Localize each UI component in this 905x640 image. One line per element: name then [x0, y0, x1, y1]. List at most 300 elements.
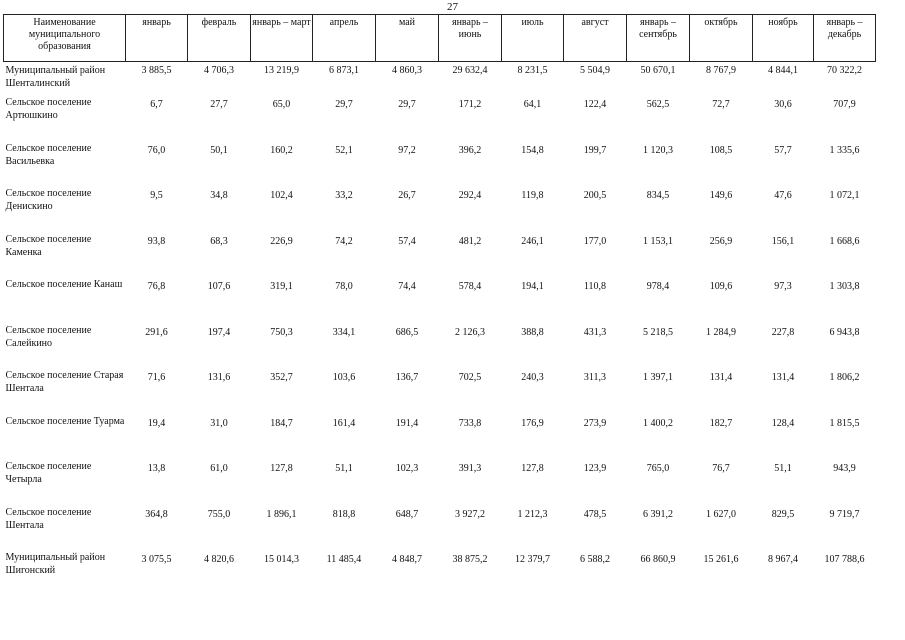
column-header: октябрь	[690, 15, 753, 62]
cell-value: 199,7	[583, 144, 607, 156]
table-cell	[627, 140, 690, 186]
cell-value: 50 670,1	[640, 65, 676, 76]
cell-value: 9,5	[150, 190, 163, 201]
municipality-name: Сельское поселение Денискино	[5, 188, 92, 212]
table-cell	[564, 276, 627, 322]
table-cell	[627, 185, 690, 231]
table-cell	[814, 413, 876, 459]
table-cell	[690, 367, 753, 413]
table-cell	[753, 94, 814, 140]
table-cell	[313, 94, 376, 140]
table-cell	[376, 413, 439, 459]
cell-value: 70 322,2	[827, 65, 862, 76]
data-table	[3, 14, 876, 595]
table-row	[4, 231, 876, 277]
cell-value: 76,0	[147, 144, 166, 156]
table-cell	[188, 413, 251, 459]
cell-value: 6 391,2	[643, 508, 673, 520]
table-cell	[690, 276, 753, 322]
table-cell	[126, 549, 188, 595]
table-cell	[126, 367, 188, 413]
table-cell	[753, 62, 814, 95]
table-cell	[313, 549, 376, 595]
cell-value: 127,8	[270, 463, 293, 474]
table-cell	[313, 367, 376, 413]
cell-value: 1 397,1	[643, 372, 673, 383]
table-cell	[313, 231, 376, 277]
cell-value: 97,3	[774, 281, 792, 292]
column-header: май	[376, 15, 439, 62]
cell-value: 107 788,6	[824, 554, 865, 565]
cell-value: 30,6	[774, 99, 792, 110]
cell-value: 478,5	[583, 508, 607, 520]
table-cell	[690, 322, 753, 368]
table-cell	[313, 140, 376, 186]
column-header: январь – декабрь	[814, 15, 876, 62]
column-header: июль	[502, 15, 564, 62]
table-row	[4, 140, 876, 186]
table-cell	[753, 367, 814, 413]
cell-value: 686,5	[395, 326, 419, 338]
table-cell	[564, 458, 627, 504]
cell-value: 8 767,9	[706, 65, 736, 76]
table-row	[4, 185, 876, 231]
table-cell	[439, 322, 502, 368]
table-cell	[439, 458, 502, 504]
cell-value: 176,9	[521, 417, 544, 429]
cell-value: 29,7	[398, 99, 416, 110]
cell-value: 47,6	[774, 190, 792, 201]
municipality-name: Сельское поселение Четырла	[5, 461, 92, 485]
table-cell	[251, 276, 313, 322]
cell-value: 61,0	[210, 463, 228, 474]
municipality-name: Сельское поселение Каменка	[5, 233, 92, 258]
table-cell	[564, 94, 627, 140]
table-row	[4, 276, 876, 322]
table-cell	[564, 62, 627, 95]
cell-value: 156,1	[771, 235, 795, 247]
table-cell	[251, 504, 313, 550]
cell-value: 4 860,3	[392, 65, 422, 76]
table-cell	[502, 413, 564, 459]
cell-value: 74,2	[335, 235, 353, 247]
cell-value: 1 120,3	[643, 144, 673, 156]
table-cell	[502, 62, 564, 95]
table-cell	[814, 140, 876, 186]
cell-value: 97,2	[398, 144, 416, 156]
cell-value: 1 212,3	[517, 508, 548, 520]
table-cell	[313, 413, 376, 459]
table-cell	[126, 185, 188, 231]
cell-value: 171,2	[458, 99, 482, 110]
table-cell	[251, 140, 313, 186]
table-cell	[564, 549, 627, 595]
table-cell	[188, 140, 251, 186]
cell-value: 107,6	[207, 281, 231, 292]
cell-value: 68,3	[210, 235, 228, 247]
table-cell	[564, 413, 627, 459]
cell-value: 4 820,6	[204, 554, 234, 565]
column-header: январь – сентябрь	[627, 15, 690, 62]
cell-value: 3 075,5	[141, 554, 172, 565]
municipality-name: Сельское поселение Салейкино	[5, 324, 92, 349]
cell-value: 352,7	[270, 372, 293, 383]
column-header: февраль	[188, 15, 251, 62]
municipality-name: Сельское поселение Канаш	[5, 279, 123, 290]
cell-value: 702,5	[458, 372, 482, 383]
table-cell	[502, 549, 564, 595]
cell-value: 27,7	[210, 99, 228, 110]
table-cell	[753, 322, 814, 368]
cell-value: 161,4	[332, 417, 356, 429]
table-cell	[690, 185, 753, 231]
municipality-name: Муниципальный район Шигонский	[5, 552, 106, 576]
table-cell	[126, 322, 188, 368]
table-cell	[188, 322, 251, 368]
table-cell	[313, 504, 376, 550]
table-cell	[439, 367, 502, 413]
cell-value: 5 504,9	[580, 65, 610, 76]
cell-value: 110,8	[583, 281, 607, 292]
table-cell	[814, 62, 876, 95]
cell-value: 93,8	[147, 235, 166, 247]
table-cell	[564, 504, 627, 550]
table-cell	[251, 185, 313, 231]
table-cell	[188, 62, 251, 95]
cell-value: 226,9	[270, 235, 293, 247]
table-cell	[439, 276, 502, 322]
table-cell	[502, 231, 564, 277]
table-cell	[251, 367, 313, 413]
cell-value: 311,3	[583, 372, 607, 383]
cell-value: 160,2	[270, 144, 293, 156]
table-cell	[627, 458, 690, 504]
table-cell	[814, 367, 876, 413]
cell-value: 227,8	[771, 326, 795, 338]
table-cell	[814, 231, 876, 277]
cell-value: 13,8	[147, 463, 166, 474]
table-row	[4, 367, 876, 413]
table-cell	[753, 276, 814, 322]
table-cell	[188, 549, 251, 595]
cell-value: 52,1	[335, 144, 353, 156]
table-cell	[313, 322, 376, 368]
cell-value: 131,4	[771, 372, 795, 383]
column-header: Наименование муниципального образования	[4, 15, 126, 62]
table-cell	[251, 322, 313, 368]
cell-value: 177,0	[583, 235, 607, 247]
cell-value: 194,1	[521, 281, 544, 292]
cell-value: 648,7	[395, 508, 419, 520]
cell-value: 9 719,7	[829, 508, 860, 520]
table-cell	[564, 140, 627, 186]
table-cell	[126, 140, 188, 186]
table-cell	[502, 367, 564, 413]
table-cell	[814, 549, 876, 595]
cell-value: 8 967,4	[768, 554, 798, 565]
cell-value: 12 379,7	[515, 554, 550, 565]
table-row	[4, 322, 876, 368]
cell-value: 829,5	[771, 508, 795, 520]
table-cell	[188, 504, 251, 550]
header-row	[4, 15, 876, 62]
cell-value: 38 875,2	[452, 554, 488, 565]
table-cell	[439, 413, 502, 459]
cell-value: 131,6	[207, 372, 231, 383]
cell-value: 431,3	[583, 326, 607, 338]
cell-value: 184,7	[270, 417, 293, 429]
table-cell	[753, 549, 814, 595]
table-cell	[376, 185, 439, 231]
cell-value: 50,1	[210, 144, 228, 156]
table-cell	[690, 504, 753, 550]
table-cell	[439, 140, 502, 186]
table-cell	[313, 62, 376, 95]
table-cell	[502, 504, 564, 550]
cell-value: 103,6	[332, 372, 356, 383]
cell-value: 733,8	[458, 417, 482, 429]
table-cell	[814, 276, 876, 322]
cell-value: 31,0	[210, 417, 228, 429]
table-cell	[126, 458, 188, 504]
cell-value: 6 943,8	[829, 326, 860, 338]
table-cell	[814, 94, 876, 140]
cell-value: 707,9	[833, 99, 856, 110]
cell-value: 74,4	[398, 281, 416, 292]
cell-value: 57,7	[774, 144, 792, 156]
cell-value: 72,7	[712, 99, 730, 110]
table-cell	[313, 185, 376, 231]
table-cell	[126, 231, 188, 277]
table-cell	[502, 140, 564, 186]
cell-value: 1 627,0	[706, 508, 736, 520]
cell-value: 200,5	[583, 190, 607, 201]
cell-value: 818,8	[332, 508, 356, 520]
cell-value: 240,3	[521, 372, 544, 383]
table-cell	[376, 94, 439, 140]
table-cell	[376, 62, 439, 95]
table-cell	[564, 231, 627, 277]
municipality-name: Сельское поселение Туарма	[5, 415, 125, 427]
table-cell	[564, 185, 627, 231]
table-cell	[627, 62, 690, 95]
cell-value: 3 927,2	[455, 508, 485, 520]
cell-value: 26,7	[398, 190, 416, 201]
cell-value: 5 218,5	[643, 326, 673, 338]
cell-value: 1 668,6	[829, 235, 860, 247]
column-header: апрель	[313, 15, 376, 62]
cell-value: 109,6	[709, 281, 733, 292]
column-header: август	[564, 15, 627, 62]
table-cell	[439, 231, 502, 277]
cell-value: 1 400,2	[643, 417, 673, 429]
cell-value: 102,4	[270, 190, 293, 201]
cell-value: 131,4	[709, 372, 733, 383]
table-cell	[814, 504, 876, 550]
table-cell	[439, 549, 502, 595]
table-row	[4, 458, 876, 504]
table-cell	[439, 185, 502, 231]
cell-value: 102,3	[395, 463, 419, 474]
table-row	[4, 549, 876, 595]
table-cell	[251, 413, 313, 459]
cell-value: 33,2	[335, 190, 353, 201]
table-cell	[188, 94, 251, 140]
cell-value: 1 806,2	[829, 372, 860, 383]
table-cell	[251, 231, 313, 277]
table-cell	[627, 549, 690, 595]
cell-value: 291,6	[145, 326, 168, 338]
cell-value: 29 632,4	[452, 65, 488, 76]
cell-value: 4 706,3	[204, 65, 234, 76]
cell-value: 364,8	[145, 508, 168, 520]
cell-value: 578,4	[458, 281, 482, 292]
table-row	[4, 504, 876, 550]
cell-value: 19,4	[147, 417, 166, 429]
cell-value: 51,1	[335, 463, 353, 474]
cell-value: 197,4	[207, 326, 231, 338]
cell-value: 1 284,9	[706, 326, 736, 338]
table-row	[4, 62, 876, 95]
table-cell	[814, 322, 876, 368]
cell-value: 1 896,1	[266, 508, 297, 520]
cell-value: 34,8	[210, 190, 228, 201]
cell-value: 396,2	[458, 144, 482, 156]
table-cell	[627, 276, 690, 322]
cell-value: 3 885,5	[141, 65, 172, 76]
table-cell	[690, 140, 753, 186]
table-cell	[376, 231, 439, 277]
table-cell	[690, 458, 753, 504]
cell-value: 4 844,1	[768, 65, 798, 76]
cell-value: 562,5	[646, 99, 670, 110]
table-body	[4, 62, 876, 595]
cell-value: 122,4	[583, 99, 607, 110]
cell-value: 2 126,3	[455, 326, 485, 338]
column-header: ноябрь	[753, 15, 814, 62]
table-cell	[376, 367, 439, 413]
municipality-name: Муниципальный район Шенталинский	[5, 65, 106, 89]
cell-value: 334,1	[332, 326, 356, 338]
municipality-name: Сельское поселение Артюшкино	[5, 97, 92, 121]
cell-value: 292,4	[458, 190, 482, 201]
table-cell	[126, 413, 188, 459]
table-cell	[690, 231, 753, 277]
cell-value: 65,0	[272, 99, 291, 110]
cell-value: 15 014,3	[264, 554, 299, 565]
table-cell	[188, 276, 251, 322]
table-cell	[564, 322, 627, 368]
cell-value: 108,5	[709, 144, 733, 156]
cell-value: 1 072,1	[829, 190, 860, 201]
cell-value: 481,2	[458, 235, 482, 247]
table-cell	[627, 413, 690, 459]
table-cell	[753, 504, 814, 550]
cell-value: 273,9	[583, 417, 607, 429]
cell-value: 64,1	[523, 99, 542, 110]
table-cell	[188, 231, 251, 277]
cell-value: 4 848,7	[392, 554, 422, 565]
table-cell	[690, 413, 753, 459]
table-cell	[376, 504, 439, 550]
cell-value: 246,1	[521, 235, 544, 247]
cell-value: 8 231,5	[517, 65, 548, 76]
cell-value: 76,7	[712, 463, 730, 474]
column-header: январь – март	[251, 15, 313, 62]
table-cell	[690, 549, 753, 595]
municipality-name: Сельское поселение Шентала	[5, 506, 92, 531]
table-cell	[376, 276, 439, 322]
cell-value: 76,8	[147, 281, 166, 292]
table-cell	[126, 504, 188, 550]
cell-value: 191,4	[395, 417, 419, 429]
table-cell	[753, 458, 814, 504]
table-cell	[251, 62, 313, 95]
cell-value: 123,9	[583, 463, 607, 474]
table-cell	[126, 62, 188, 95]
table-cell	[753, 185, 814, 231]
cell-value: 51,1	[774, 463, 792, 474]
cell-value: 319,1	[270, 281, 293, 292]
cell-value: 13 219,9	[264, 65, 299, 76]
cell-value: 6,7	[150, 99, 163, 110]
cell-value: 6 873,1	[329, 65, 359, 76]
table-cell	[502, 185, 564, 231]
table-cell	[439, 94, 502, 140]
table-cell	[251, 94, 313, 140]
municipality-name: Сельское поселение Васильевка	[5, 142, 92, 167]
cell-value: 6 588,2	[580, 554, 610, 565]
cell-value: 750,3	[270, 326, 293, 338]
table-cell	[690, 94, 753, 140]
cell-value: 29,7	[335, 99, 353, 110]
cell-value: 154,8	[521, 144, 544, 156]
table-cell	[690, 62, 753, 95]
cell-value: 1 815,5	[829, 417, 860, 429]
cell-value: 127,8	[521, 463, 544, 474]
cell-value: 943,9	[833, 463, 856, 474]
cell-value: 15 261,6	[703, 554, 739, 565]
table-cell	[313, 276, 376, 322]
table-cell	[502, 94, 564, 140]
cell-value: 1 335,6	[829, 144, 860, 156]
table-row	[4, 413, 876, 459]
cell-value: 765,0	[646, 463, 670, 474]
cell-value: 66 860,9	[640, 554, 676, 565]
table-cell	[753, 231, 814, 277]
cell-value: 1 303,8	[829, 281, 860, 292]
cell-value: 78,0	[335, 281, 353, 292]
table-cell	[376, 322, 439, 368]
table-cell	[376, 140, 439, 186]
cell-value: 11 485,4	[326, 554, 362, 565]
table-cell	[627, 504, 690, 550]
cell-value: 391,3	[458, 463, 482, 474]
table-cell	[502, 458, 564, 504]
cell-value: 136,7	[395, 372, 419, 383]
table-cell	[439, 504, 502, 550]
cell-value: 71,6	[147, 372, 166, 383]
cell-value: 57,4	[398, 235, 416, 247]
table-cell	[502, 322, 564, 368]
cell-value: 978,4	[646, 281, 670, 292]
table-cell	[188, 367, 251, 413]
page-number: 27	[447, 1, 458, 13]
table-cell	[753, 140, 814, 186]
table-cell	[251, 458, 313, 504]
column-header: январь – июнь	[439, 15, 502, 62]
cell-value: 149,6	[709, 190, 733, 201]
